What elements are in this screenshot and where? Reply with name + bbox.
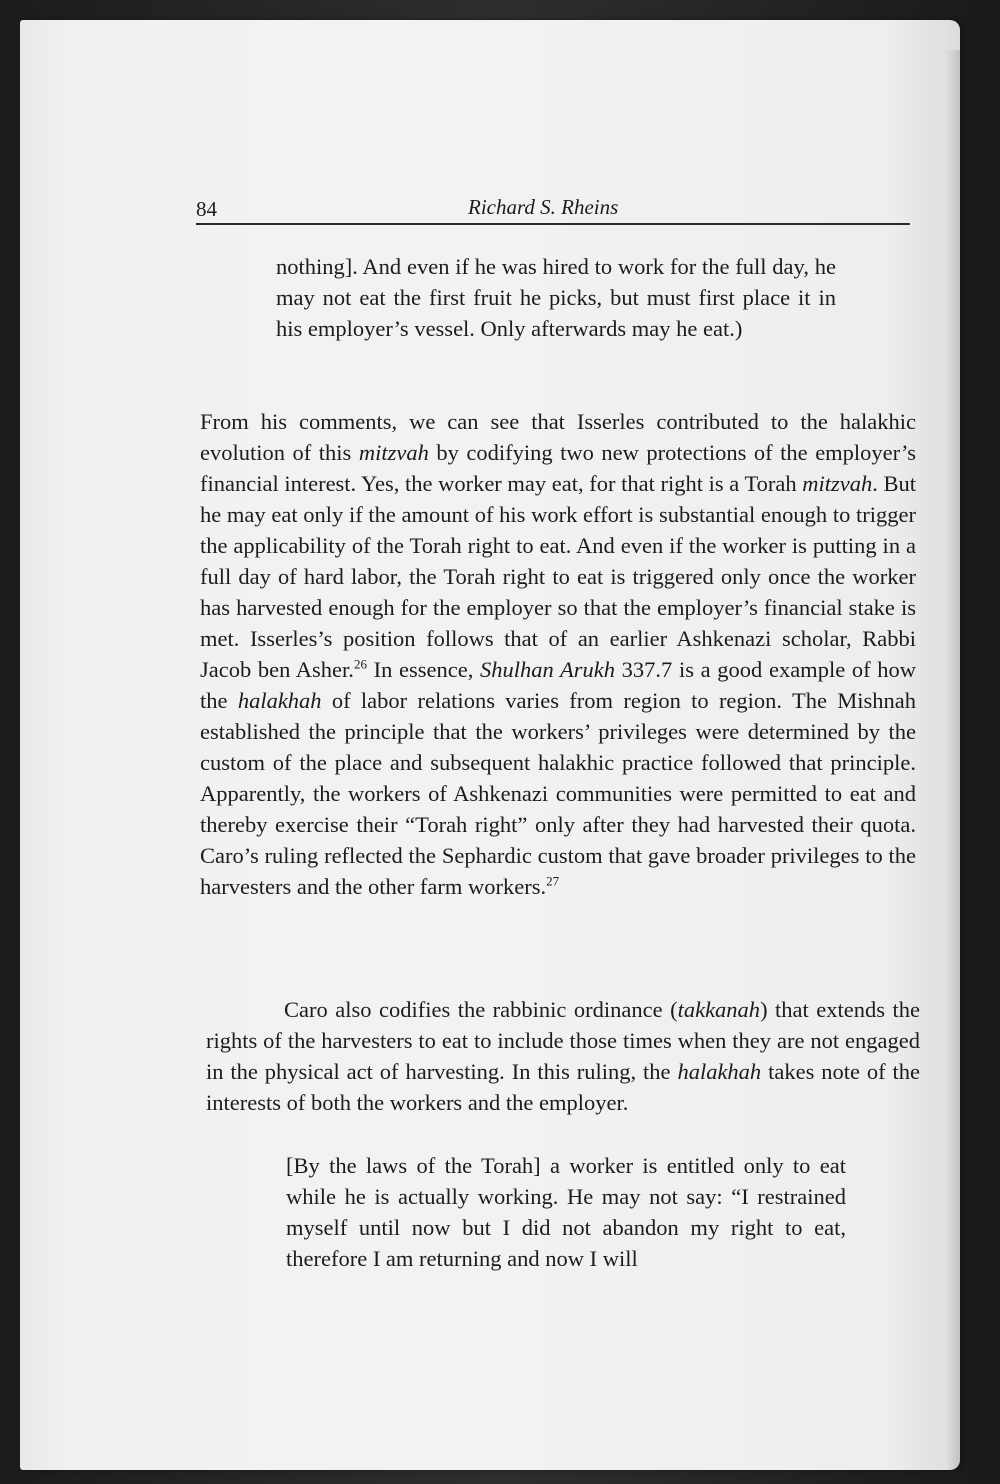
book-page — [20, 20, 960, 1470]
page-edge-shadow — [946, 50, 960, 1470]
block-quote-1: nothing]. And even if he was hired to work for the full day, he may not eat the first fruit he picks, but must first place it in his employer’s vessel. Only afterwards may he eat.) — [276, 254, 836, 341]
running-title: Richard S. Rheins — [468, 195, 619, 219]
running-head — [196, 195, 910, 225]
block-quote-2: [By the laws of the Torah] a worker is entitled only to eat while he is actually working. He may not say: “I restrained myself until now but I did not abandon my right to eat, therefore I am returning and now I will — [286, 1153, 846, 1271]
term-takkanah: takkanah — [677, 997, 761, 1022]
term-mitzvah: mitzvah — [802, 471, 873, 496]
footnote-ref-27: 27 — [546, 873, 560, 889]
paragraph-1: From his comments, we can see that Isserles contributed to the halakhic evolution of this mitzvah by codifying two new protections of the employer’s financial interest. Yes, the worker may eat, for that right is a Torah mitzvah. But he may eat only if the amount of his work effort is substantial enough to trigger the applicability of the Torah right to eat. And even if the worker is putting in a full day of hard labor, the Torah right to eat is triggered only once the worker has harvested enough for the employer so that the employer’s financial stake is met. Isserles’s position follows that of an earlier Ashkenazi scholar, Rabbi Jacob ben Asher.$^{26}$ In essence, Shulhan Arukh 337.7 is a good example of how the halakhah of labor relations varies from region to region. The Mishnah established the principle that the workers’ privileges were determined by the custom of the place and subsequent halakhic practice followed that principle. Apparently, the workers of Ashkenazi communities were permitted to eat and thereby exercise their “Torah right” only after they had harvested their quota. Caro’s ruling reflected the Sephardic custom that gave broader privileges to the harvesters and the other farm workers.$^{27}$ — [200, 409, 917, 899]
term-halakhah: halakhah — [237, 688, 322, 713]
footnote-ref-26: 26 — [353, 656, 367, 672]
page-number: 84 — [196, 197, 217, 221]
term-shulhan-arukh: Shulhan Arukh — [480, 657, 616, 682]
term-mitzvah: mitzvah — [358, 440, 429, 465]
paragraph-2: Caro also codifies the rabbinic ordinance (takkanah) that extends the rights of the harvesters to eat to include those times when they are not engaged in the physical act of harvesting. In this ruling, the halakhah takes note of the interests of both the workers and the employer. — [206, 997, 920, 1115]
term-halakhah: halakhah — [677, 1059, 762, 1084]
